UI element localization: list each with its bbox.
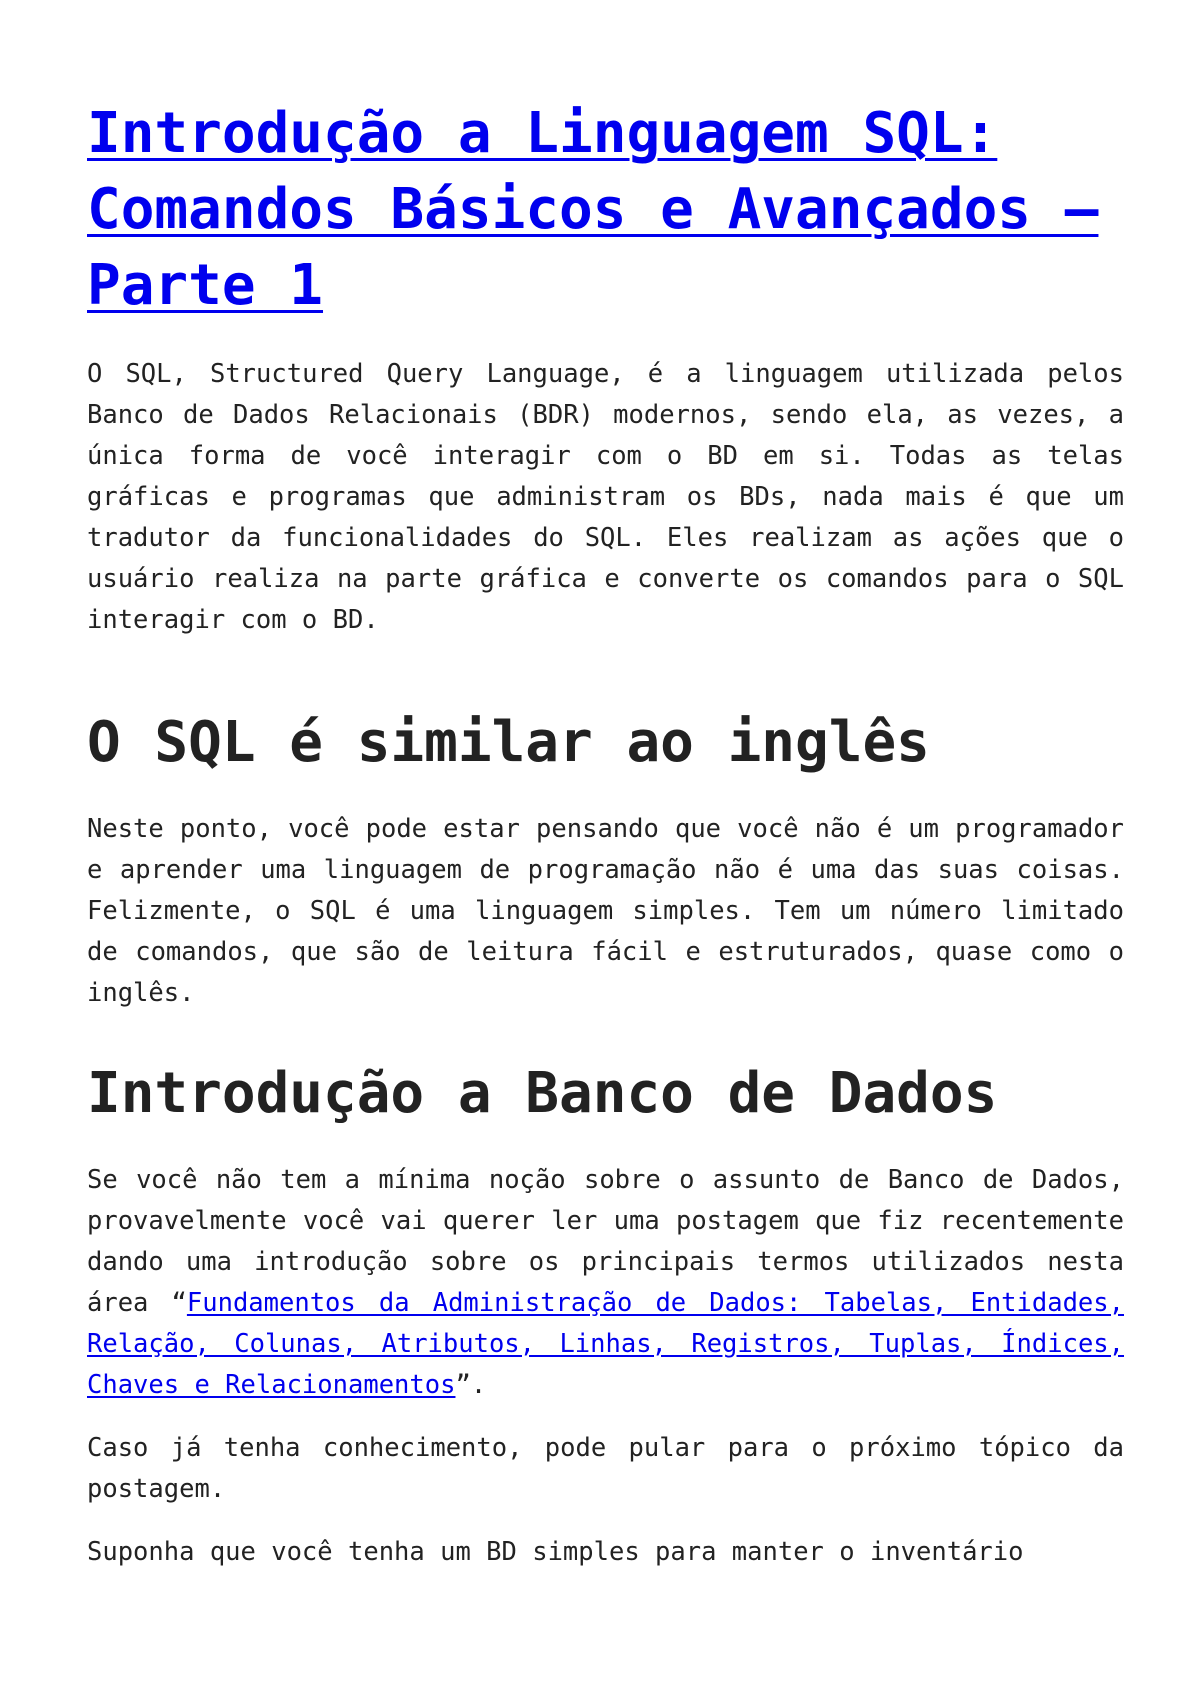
sql-similar-paragraph: Neste ponto, você pode estar pensando que você não é um programador e aprender uma linguagem de programação não é uma das suas coisas. Felizmente, o SQL é uma linguagem simples. Tem um número limitado de comandos, que são de leitura fácil e estruturados, quase como o inglês.: [87, 814, 1124, 1008]
post-title: [87, 96, 1124, 324]
inventory-paragraph: Suponha que você tenha um BD simples para manter o inventário: [87, 1537, 1024, 1567]
db-intro-text-end: ”.: [455, 1370, 487, 1400]
section-heading-db-intro: Introdução a Banco de Dados: [87, 1061, 998, 1126]
fundamentos-article-link[interactable]: Fundamentos da Administração de Dados: Tabelas, Entidades, Relação, Colunas, Atributos, Linhas, Registros, Tuplas, Índices, Chaves e Relacionamentos: [87, 1288, 1124, 1400]
intro-paragraph: O SQL, Structured Query Language, é a linguagem utilizada pelos Banco de Dados Relacionais (BDR) modernos, sendo ela, as vezes, a única forma de você interagir com o BD em si. Todas as telas gráficas e programas que administram os BDs, nada mais é que um tradutor da funcionalidades do SQL. Eles realizam as ações que o usuário realiza na parte gráfica e converte os comandos para o SQL interagir com o BD.: [87, 359, 1124, 635]
skip-topic-paragraph: Caso já tenha conhecimento, pode pular para o próximo tópico da postagem.: [87, 1433, 1124, 1504]
db-intro-text: Se você não tem a mínima noção sobre o assunto de Banco de Dados, provavelmente você vai querer ler uma postagem que fiz recentemente dando uma introdução sobre os principais termos utilizados nesta área “: [87, 1165, 1124, 1318]
db-intro-paragraph: [87, 1160, 1124, 1406]
article: [87, 96, 1124, 1595]
post-title-link[interactable]: Introdução a Linguagem SQL: Comandos Básicos e Avançados – Parte 1: [87, 101, 1099, 318]
section-heading-sql-similar: O SQL é similar ao inglês: [87, 710, 930, 775]
